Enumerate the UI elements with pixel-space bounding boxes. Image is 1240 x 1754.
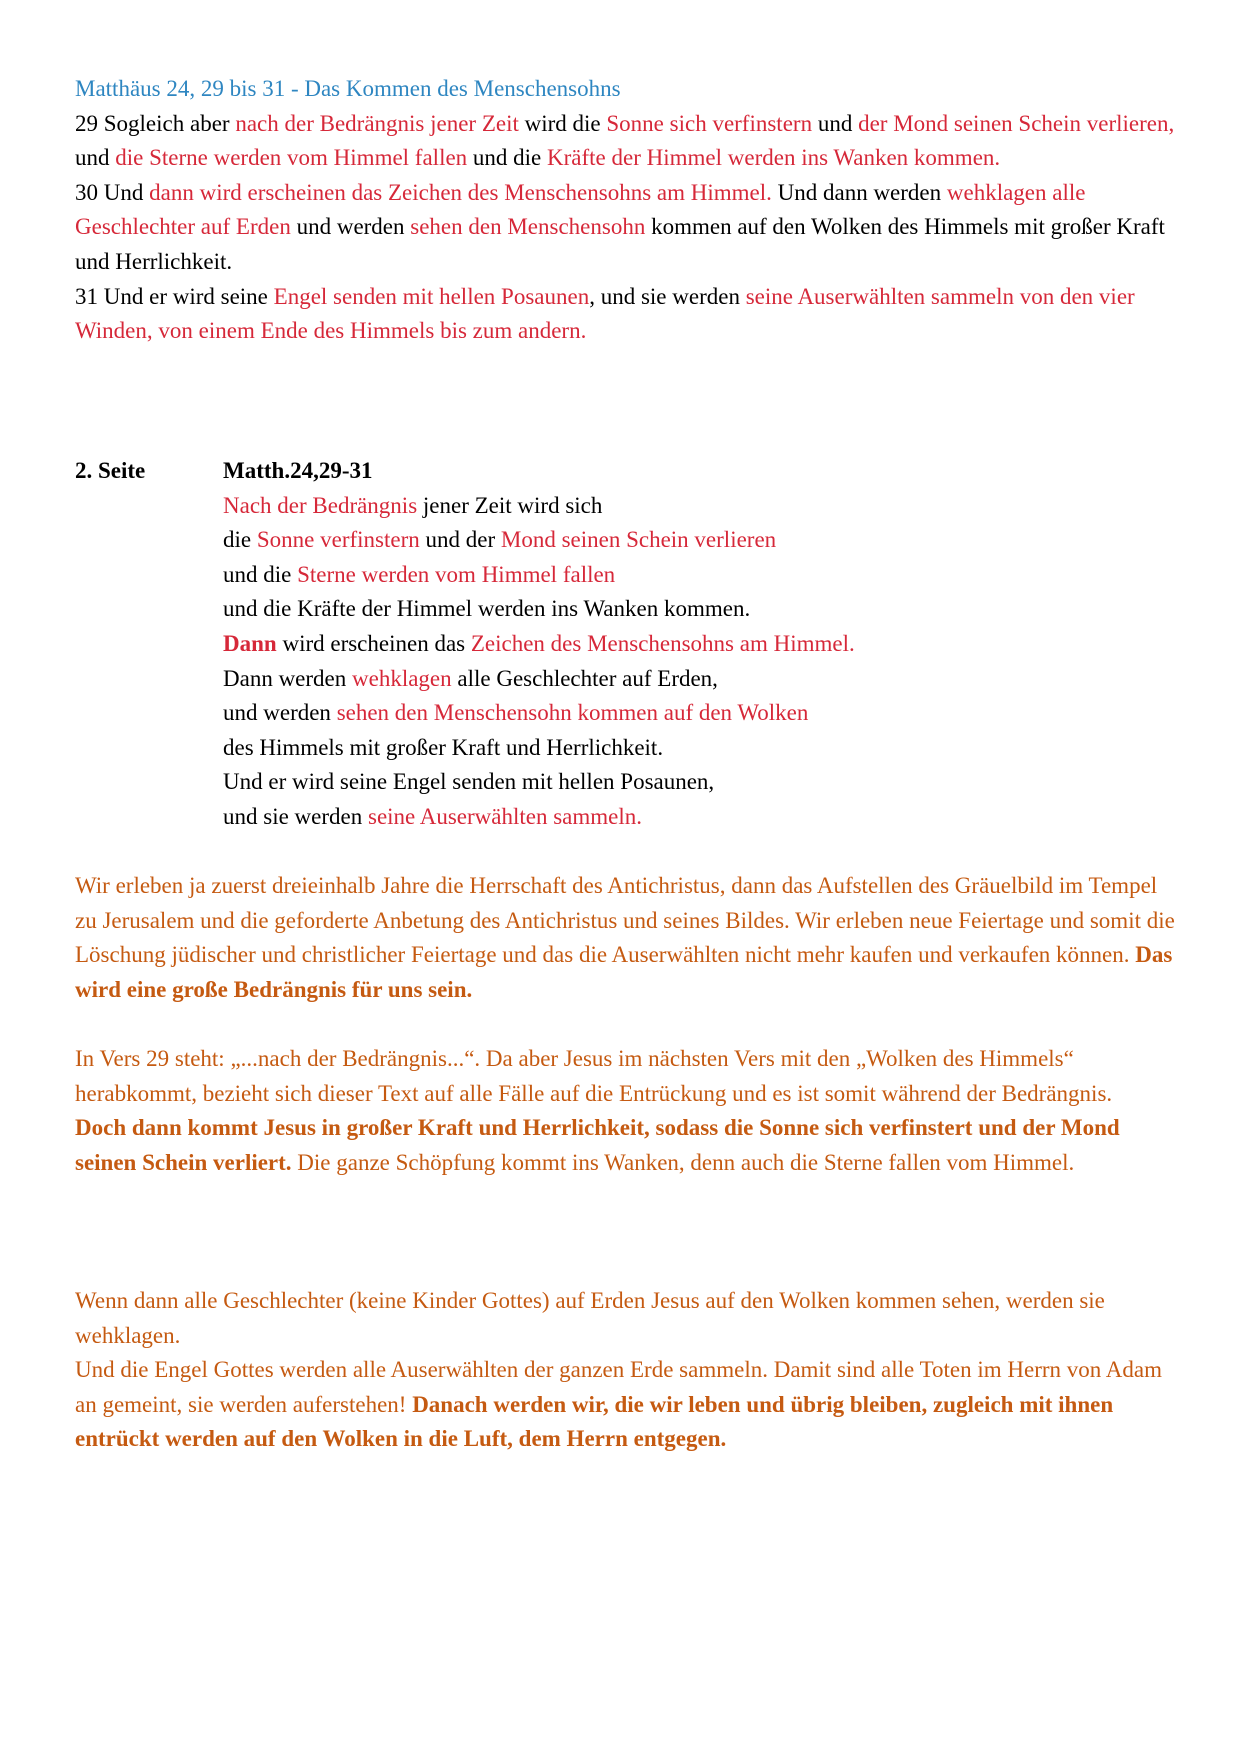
commentary-text: Die ganze Schöpfung kommt ins Wanken, denn auch die Sterne fallen vom Himmel. (291, 1149, 1075, 1175)
highlight-text: seine Auserwählten sammeln. (368, 803, 643, 829)
verse-line (223, 696, 1173, 731)
line-text: und die Kräfte der Himmel werden ins Wanken kommen. (223, 596, 751, 622)
verse-line (223, 800, 1173, 835)
commentary-bold-text: Danach werden wir, die wir leben und übrig bleiben, zugleich mit ihnen entrückt werden auf den Wolken in die Luft, dem Herrn entgegen. (75, 1391, 1114, 1452)
line-text: alle Geschlechter auf Erden, (451, 665, 718, 691)
highlight-bold-text: Dann (223, 630, 277, 656)
verse-text: und (812, 110, 859, 136)
commentary-bold-text: Das wird eine große Bedrängnis für uns sein. (75, 942, 1173, 1002)
commentary-text: Wenn dann alle Geschlechter (keine Kinder Gottes) auf Erden Jesus auf den Wolken kommen sehen, werden sie wehklagen. (75, 1288, 1105, 1348)
highlight-text: Kräfte der Himmel werden ins Wanken kommen. (547, 145, 1001, 171)
highlight-text: seine Auserwählten sammeln von den vier Winden, von einem Ende des Himmels bis zum andern. (75, 283, 1135, 344)
commentary-paragraph-1 (75, 869, 1175, 1007)
verse-number: 29 (75, 110, 98, 136)
highlight-text: Nach der Bedrängnis (223, 492, 418, 518)
commentary-paragraph-5 (75, 1353, 1175, 1457)
verse-text: , und sie werden (589, 283, 746, 309)
highlight-text: Zeichen des Menschensohns am Himmel. (470, 630, 855, 656)
highlight-text: wehklagen alle Geschlechter auf Erden (75, 179, 1086, 240)
commentary-text: In Vers 29 steht: „...nach der Bedrängnis...“. Da aber Jesus im nächsten Vers mit den „Wolken des Himmels“ herabkommt, bezieht sich dieser Text auf alle Fälle auf die Entrückung und es ist somit während der Bedrängnis. (75, 1046, 1113, 1106)
line-text: und der (419, 527, 501, 553)
highlight-text: Sonne sich verfinstern (606, 110, 813, 136)
commentary-paragraph-3 (75, 1111, 1175, 1180)
passage-section (75, 72, 1175, 349)
verse-line (223, 627, 1173, 662)
highlight-text: Mond seinen Schein verlieren (500, 527, 777, 553)
line-text: wird erscheinen das (276, 630, 471, 656)
verse-number: 31 (75, 283, 98, 309)
verse-line (223, 523, 1173, 558)
line-text: des Himmels mit großer Kraft und Herrlichkeit. (223, 734, 664, 760)
verse-text: Und (98, 179, 150, 205)
line-text: Dann werden (223, 665, 353, 691)
verse-lines (223, 454, 1173, 835)
highlight-text: Engel senden mit hellen Posaunen (273, 283, 590, 309)
verse-line (223, 592, 1173, 627)
commentary-text: Wir erleben ja zuerst dreieinhalb Jahre die Herrschaft des Antichristus, dann das Aufstellen des Gräuelbild im Tempel zu Jerusalem und die geforderte Anbetung des Antichristus und seines Bildes. Wir erleben neue Feiertage und somit die Löschung jüdischer und christlicher Feiertage und das die Auserwählten nicht mehr kaufen und verkaufen können. (75, 873, 1175, 968)
line-text: und werden (223, 700, 337, 726)
verse-text: und die (467, 145, 548, 171)
verse-text: wird die (518, 110, 607, 136)
verse-text: Und er wird seine (98, 283, 274, 309)
verse-line (223, 489, 1173, 524)
highlight-text: wehklagen (352, 665, 452, 691)
verse-text: kommen auf den Wolken des Himmels mit großer Kraft und Herrlichkeit. (75, 214, 1165, 274)
highlight-text: Sterne werden vom Himmel fallen (297, 561, 616, 587)
commentary-paragraph-4 (75, 1284, 1175, 1457)
line-text: jener Zeit wird sich (417, 492, 603, 518)
verse-text: und werden (290, 214, 411, 240)
highlight-text: sehen den Menschensohn kommen auf den Wolken (336, 700, 809, 726)
verse-31 (75, 280, 1175, 349)
verse-text: Und dann werden (771, 179, 947, 205)
verse-line (223, 765, 1173, 800)
verse-reference: Matth.24,29-31 (223, 458, 373, 483)
highlight-text: die Sterne werden vom Himmel fallen (115, 145, 468, 171)
highlight-text: der Mond seinen Schein verlieren, (858, 110, 1175, 136)
line-text: und sie werden (223, 803, 368, 829)
line-text: und die (223, 561, 298, 587)
verse-29 (75, 107, 1175, 176)
highlight-text: Sonne verfinstern (256, 527, 420, 553)
line-text: Und er wird seine Engel senden mit hellen Posaunen, (223, 769, 715, 795)
highlight-text: dann wird erscheinen das Zeichen des Menschensohns am Himmel. (149, 179, 772, 205)
highlight-text: nach der Bedrängnis jener Zeit (235, 110, 519, 136)
passage-title: Matthäus 24, 29 bis 31 - Das Kommen des Menschensohns (75, 76, 621, 101)
verse-line (223, 662, 1173, 697)
verse-line (223, 558, 1173, 593)
page-two-section (75, 454, 1175, 835)
verse-line (223, 731, 1173, 766)
verse-text: Sogleich aber (98, 110, 236, 136)
commentary-bold-text: Doch dann kommt Jesus in großer Kraft und Herrlichkeit, sodass die Sonne sich verfinstert und der Mond seinen Schein verliert. (75, 1115, 1120, 1175)
line-text: die (223, 527, 257, 553)
verse-number: 30 (75, 179, 98, 205)
commentary-text: Und die Engel Gottes werden alle Auserwählten der ganzen Erde sammeln. Damit sind alle Toten im Herrn von Adam an gemeint, sie werden auferstehen! (75, 1357, 1162, 1417)
highlight-text: sehen den Menschensohn (410, 214, 646, 240)
page-label: 2. Seite (75, 458, 146, 483)
verse-30 (75, 176, 1175, 280)
commentary-paragraph-2 (75, 1042, 1175, 1180)
verse-text: und (75, 145, 116, 171)
